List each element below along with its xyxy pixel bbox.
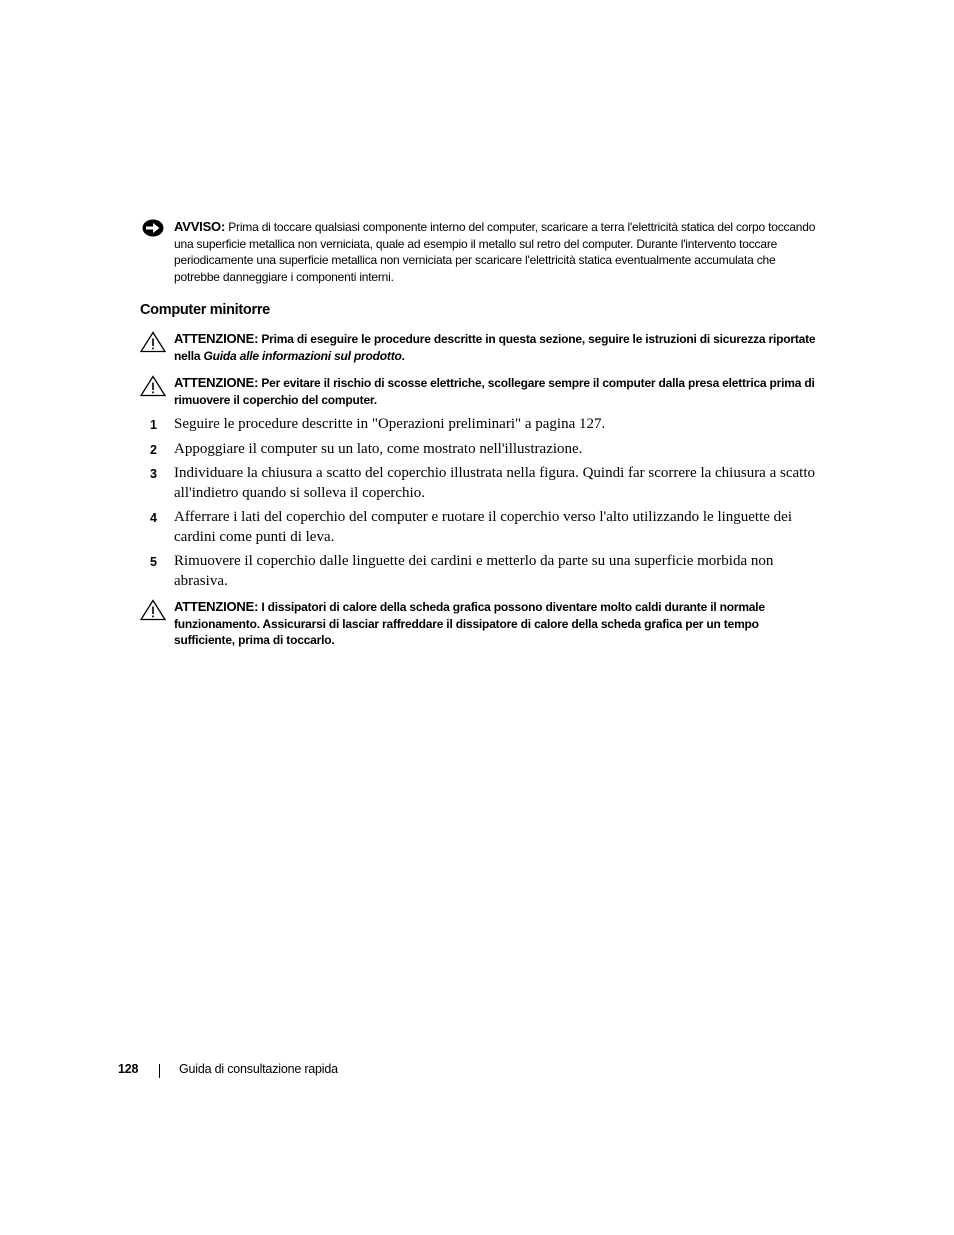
step-text: Appoggiare il computer su un lato, come mostrato nell'illustrazione. [174, 440, 583, 457]
notice-arrow-icon [142, 219, 164, 237]
list-item [140, 508, 820, 547]
warning-text-3 [174, 599, 820, 649]
warning-body-3: I dissipatori di calore della scheda grafica possono diventare molto caldi durante il normale funzionamento. Assicurarsi di lasciar raffreddare il dissipatore di calore della scheda grafica per un tempo sufficiente, prima di toccarlo. [174, 600, 765, 647]
warning-block-2 [140, 375, 820, 408]
notice-block [140, 219, 820, 285]
warning-triangle-icon [140, 331, 166, 353]
notice-text [174, 219, 820, 285]
warning-body-2: Per evitare il rischio di scosse elettriche, scollegare sempre il computer dalla presa elettrica prima di rimuovere il coperchio del computer. [174, 376, 815, 407]
footer-divider [159, 1064, 160, 1078]
warning-text-2 [174, 375, 820, 408]
warning-block-1 [140, 331, 820, 364]
list-item [140, 440, 820, 460]
step-number: 4 [150, 511, 157, 525]
warning-italic-1: Guida alle informazioni sul prodotto [203, 348, 402, 363]
step-text: Rimuovere il coperchio dalle linguette dei cardini e metterlo da parte su una superficie morbida non abrasiva. [174, 553, 774, 589]
warning-label-1: ATTENZIONE: [174, 331, 259, 346]
notice-body: Prima di toccare qualsiasi componente interno del computer, scaricare a terra l'elettricità statica del corpo toccando una superficie metallica non verniciata, quale ad esempio il metallo sul retro del computer. Durante l'intervento toccare periodicamente una superficie metallica non verniciata per scaricare l'elettricità statica eventualmente accumulata che potrebbe danneggiare i componenti interni. [174, 220, 816, 284]
warning-triangle-icon [140, 375, 166, 397]
warning-label-3: ATTENZIONE: [174, 599, 259, 614]
step-text: Individuare la chiusura a scatto del coperchio illustrata nella figura. Quindi far scorrere la chiusura a scatto all'indietro quando si solleva il coperchio. [174, 465, 815, 501]
warning-body-1a: Prima di eseguire le procedure descritte in questa sezione, seguire le istruzioni di sicurezza riportate nella [174, 332, 816, 363]
warning-triangle-icon [140, 599, 166, 621]
step-text: Seguire le procedure descritte in "Operazioni preliminari" a pagina 127. [174, 416, 606, 432]
step-number: 1 [150, 418, 157, 432]
step-number: 3 [150, 467, 157, 481]
step-text: Afferrare i lati del coperchio del computer e ruotare il coperchio verso l'alto utilizzando le linguette dei cardini come punti di leva. [174, 509, 793, 545]
page-number: 128 [118, 1062, 139, 1076]
warning-body-1b: . [401, 348, 405, 363]
warning-block-3 [140, 599, 820, 649]
section-heading: Computer minitorre [140, 302, 270, 318]
warning-text-1 [174, 331, 820, 364]
step-number: 5 [150, 555, 157, 569]
step-number: 2 [150, 442, 157, 457]
steps-list [140, 415, 820, 596]
list-item [140, 552, 820, 591]
notice-label: AVVISO: [174, 219, 226, 234]
running-title: Guida di consultazione rapida [179, 1062, 338, 1076]
list-item [140, 464, 820, 503]
warning-label-2: ATTENZIONE: [174, 375, 259, 390]
list-item [140, 415, 820, 435]
